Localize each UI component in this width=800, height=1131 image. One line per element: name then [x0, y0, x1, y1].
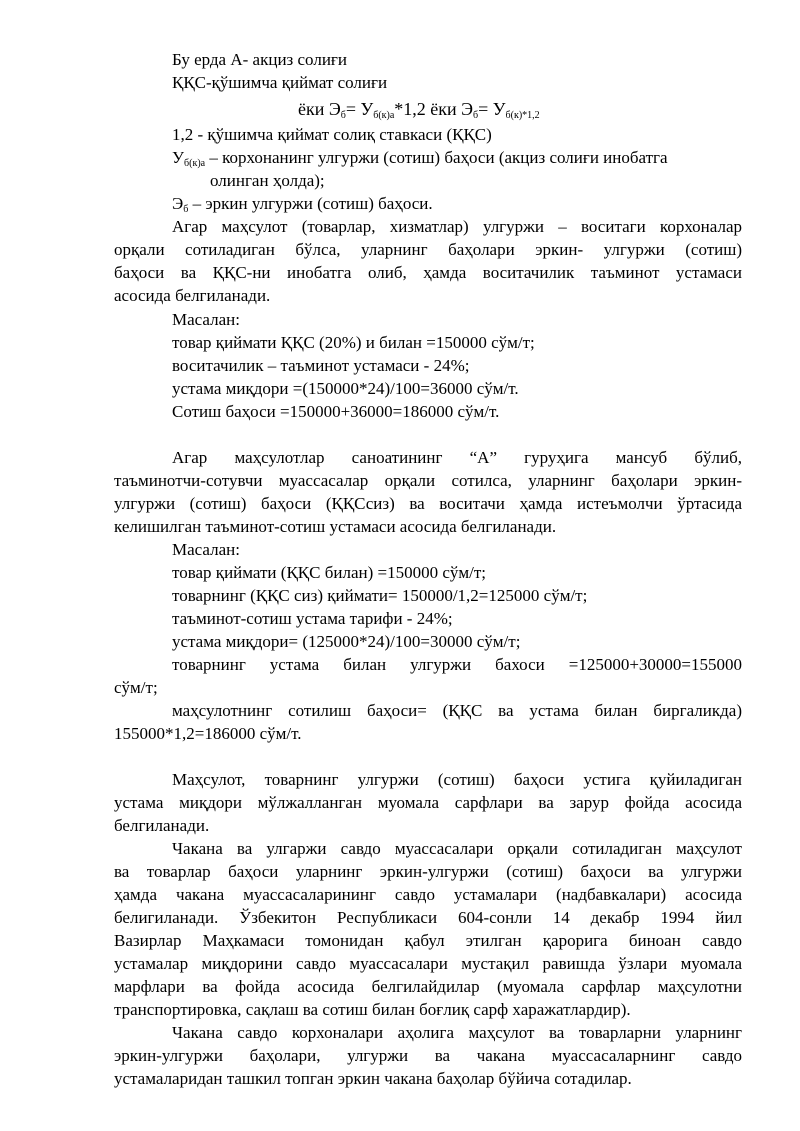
text-line: ҚҚС-қўшимча қиймат солиғи — [172, 73, 388, 92]
text-line: товарнинг (ҚҚС сиз) қиймати= 150000/1,2=125000 сўм/т; — [172, 586, 588, 605]
text-line: 1,2 - қўшимча қиймат солиқ ставкаси (ҚҚС) — [172, 125, 492, 144]
paragraph-line: Чакана савдо корхоналари аҳолига маҳсулот ва товарларни уларнинг — [172, 1023, 742, 1042]
symbol-subscript: б(к)а — [184, 158, 206, 169]
paragraph-line: ҳамда чакана муассасаларининг савдо устамалари (надбавкалари) асосида — [114, 885, 742, 904]
formula-text: = У — [345, 99, 374, 119]
paragraph-line: эркин-улгуржи баҳолари, улгуржи ва чакана муассасаларнинг савдо — [114, 1046, 742, 1065]
paragraph-line: ва товарлар баҳоси уларнинг эркин-улгуржи (сотиш) баҳоси ва улгуржи — [114, 862, 742, 881]
paragraph-line: келишилган таъминот-сотиш устамаси асосида белгиланади. — [114, 517, 557, 536]
paragraph-line: таъминотчи-сотувчи муассасалар орқали сотилса, уларнинг баҳолари эркин- — [114, 471, 742, 490]
paragraph-line: устамалар миқдорини савдо муассасалари мустақил равишда ўзлари муомала — [114, 954, 742, 973]
text-line: Сотиш баҳоси =150000+36000=186000 сўм/т. — [172, 402, 500, 421]
paragraph-line: баҳоси ва ҚҚС-ни инобатга олиб, ҳамда воситачилик таъминот устамаси — [114, 263, 742, 282]
text-line: маҳсулотнинг сотилиш баҳоси= (ҚҚС ва устама билан биргаликда) — [172, 701, 742, 720]
text-line: воситачилик – таъминот устамаси - 24%; — [172, 356, 470, 375]
formula-text: = У — [478, 99, 506, 119]
formula-subscript: б(к)*1,2 — [505, 110, 540, 121]
text-line: устама миқдори= (125000*24)/100=30000 сўм/т; — [172, 632, 521, 651]
paragraph-line: транспортировка, сақлаш ва сотиш билан боғлиқ сарф харажатлардир). — [114, 1000, 631, 1019]
symbol-subscript: б — [183, 204, 189, 215]
definition-text: – корхонанинг улгуржи (сотиш) баҳоси (акциз солиғи инобатга — [205, 148, 668, 167]
formula — [298, 98, 540, 121]
paragraph-line: устамаларидан ташкил топган эркин чакана баҳолар бўйича сотадилар. — [114, 1069, 632, 1088]
formula-subscript: б(к)а — [373, 110, 395, 121]
text-line: Масалан: — [172, 310, 240, 329]
text-line: Масалан: — [172, 540, 240, 559]
text-line — [172, 192, 433, 215]
text-line: таъминот-сотиш устама тарифи - 24%; — [172, 609, 453, 628]
text-line — [172, 146, 668, 169]
text-line: олинган ҳолда); — [210, 171, 325, 190]
text-line: товар қиймати (ҚҚС билан) =150000 сўм/т; — [172, 563, 487, 582]
text-line: 155000*1,2=186000 сўм/т. — [114, 724, 302, 743]
symbol: У — [172, 148, 185, 167]
paragraph-line: Маҳсулот, товарнинг улгуржи (сотиш) баҳоси устига қуйиладиган — [172, 770, 742, 789]
formula-subscript: б — [340, 110, 346, 121]
formula-text: *1,2 ёки Э — [394, 99, 474, 119]
paragraph-line: марфлари ва фойда асосида белгилайдилар (муомала сарфлар маҳсулотни — [114, 977, 742, 996]
paragraph-line: белигиланади. Ўзбекитон Республикаси 604-сонли 14 декабр 1994 йил — [114, 908, 742, 927]
text-line: сўм/т; — [114, 678, 158, 697]
formula-subscript: б — [473, 110, 479, 121]
text-line: устама миқдори =(150000*24)/100=36000 сўм/т. — [172, 379, 519, 398]
paragraph-line: асосида белгиланади. — [114, 286, 271, 305]
symbol: Э — [172, 194, 184, 213]
text-line: Бу ерда А- акциз солиғи — [172, 50, 347, 69]
text-line: товар қиймати ҚҚС (20%) и билан =150000 сўм/т; — [172, 333, 535, 352]
paragraph-line: орқали сотиладиган бўлса, уларнинг баҳолари эркин- улгуржи (сотиш) — [114, 240, 742, 259]
definition-text: – эркин улгуржи (сотиш) баҳоси. — [188, 194, 433, 213]
paragraph-line: Агар маҳсулотлар саноатининг “А” гуруҳига мансуб бўлиб, — [172, 448, 742, 467]
text-line: товарнинг устама билан улгуржи бахоси =125000+30000=155000 — [172, 655, 742, 674]
paragraph-line: Чакана ва улгаржи савдо муассасалари орқали сотиладиган маҳсулот — [172, 839, 742, 858]
formula-text: ёки Э — [298, 99, 341, 119]
paragraph-line: устама миқдори мўлжалланган муомала сарфлари ва зарур фойда асосида — [114, 793, 742, 812]
paragraph-line: белгиланади. — [114, 816, 210, 835]
paragraph-line: Вазирлар Маҳкамаси томонидан қабул этилган қарорига биноан савдо — [114, 931, 742, 950]
paragraph-line: Агар маҳсулот (товарлар, хизматлар) улгуржи – воситаги корхоналар — [172, 217, 742, 236]
paragraph-line: улгуржи (сотиш) баҳоси (ҚҚСсиз) ва воситачи ҳамда истеъмолчи ўртасида — [114, 494, 742, 513]
